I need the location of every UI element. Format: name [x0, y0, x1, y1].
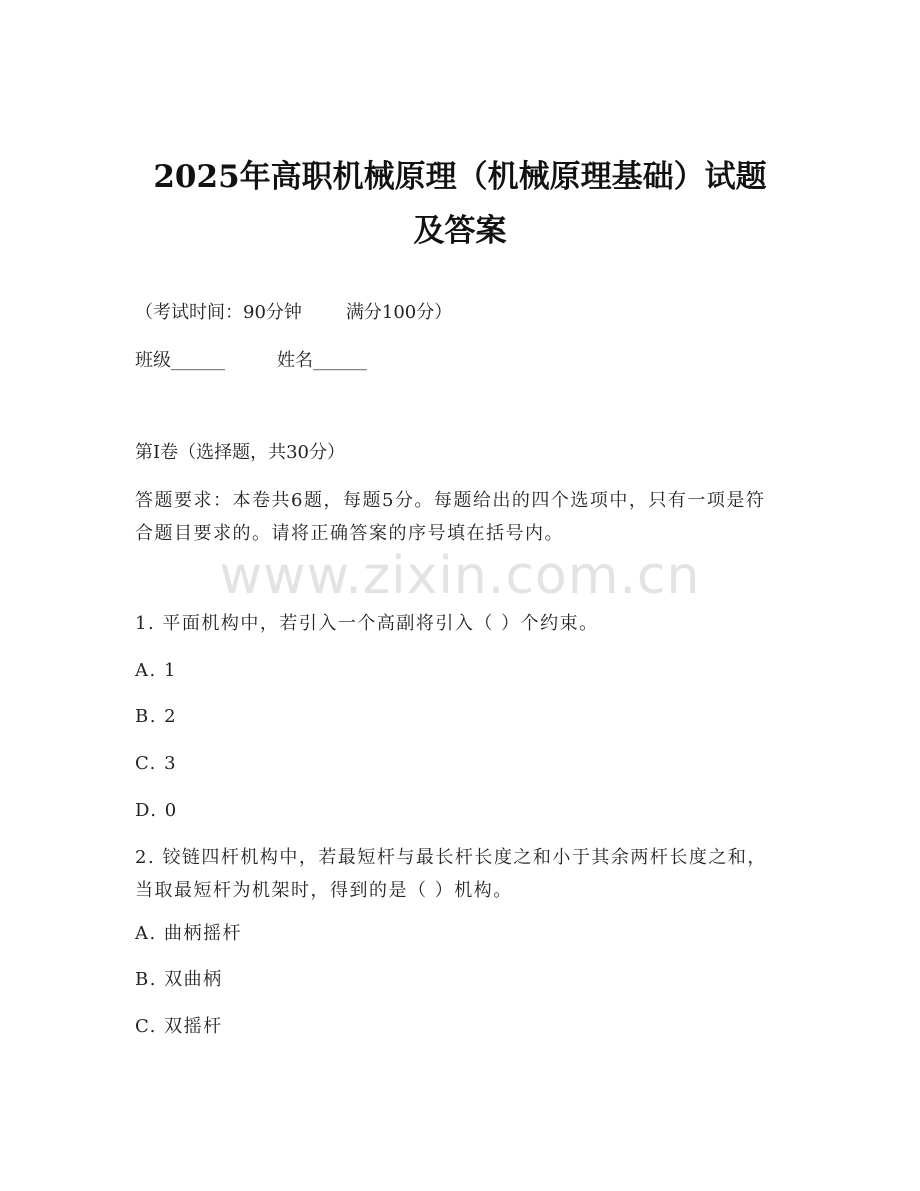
name-field: 姓名______	[277, 350, 367, 371]
exam-time: （考试时间：90分钟	[135, 302, 302, 323]
question-1-option-b: B. 2	[135, 706, 178, 727]
question-1-option-d: D. 0	[135, 800, 178, 821]
title-line-1: 2025年高职机械原理（机械原理基础）试题	[153, 159, 767, 195]
section-title: 第I卷（选择题，共30分）	[135, 442, 346, 463]
exam-score: 满分100分）	[345, 302, 453, 323]
question-2-option-a: A. 曲柄摇杆	[135, 923, 242, 944]
class-field: 班级______	[135, 350, 225, 371]
instructions: 答题要求：本卷共6题，每题5分。每题给出的四个选项中，只有一项是符合题目要求的。请将正确答案的序号填在括号内。	[135, 490, 766, 544]
document-title	[100, 150, 820, 258]
student-fields	[135, 345, 795, 377]
exam-info	[135, 297, 795, 329]
question-2-option-b: B. 双曲柄	[135, 969, 223, 990]
question-1-stem: 1. 平面机构中，若引入一个高副将引入（ ）个约束。	[135, 613, 599, 634]
question-1-option-c: C. 3	[135, 753, 178, 774]
question-1-option-a: A. 1	[135, 660, 177, 681]
question-2-option-c: C. 双摇杆	[135, 1016, 223, 1037]
question-2-stem: 2. 铰链四杆机构中，若最短杆与最长杆长度之和小于其余两杆长度之和，当取最短杆为机架时，得到的是（ ）机构。	[135, 847, 767, 901]
title-line-2: 及答案	[413, 213, 507, 249]
watermark: www.zixin.com.cn	[219, 546, 701, 606]
